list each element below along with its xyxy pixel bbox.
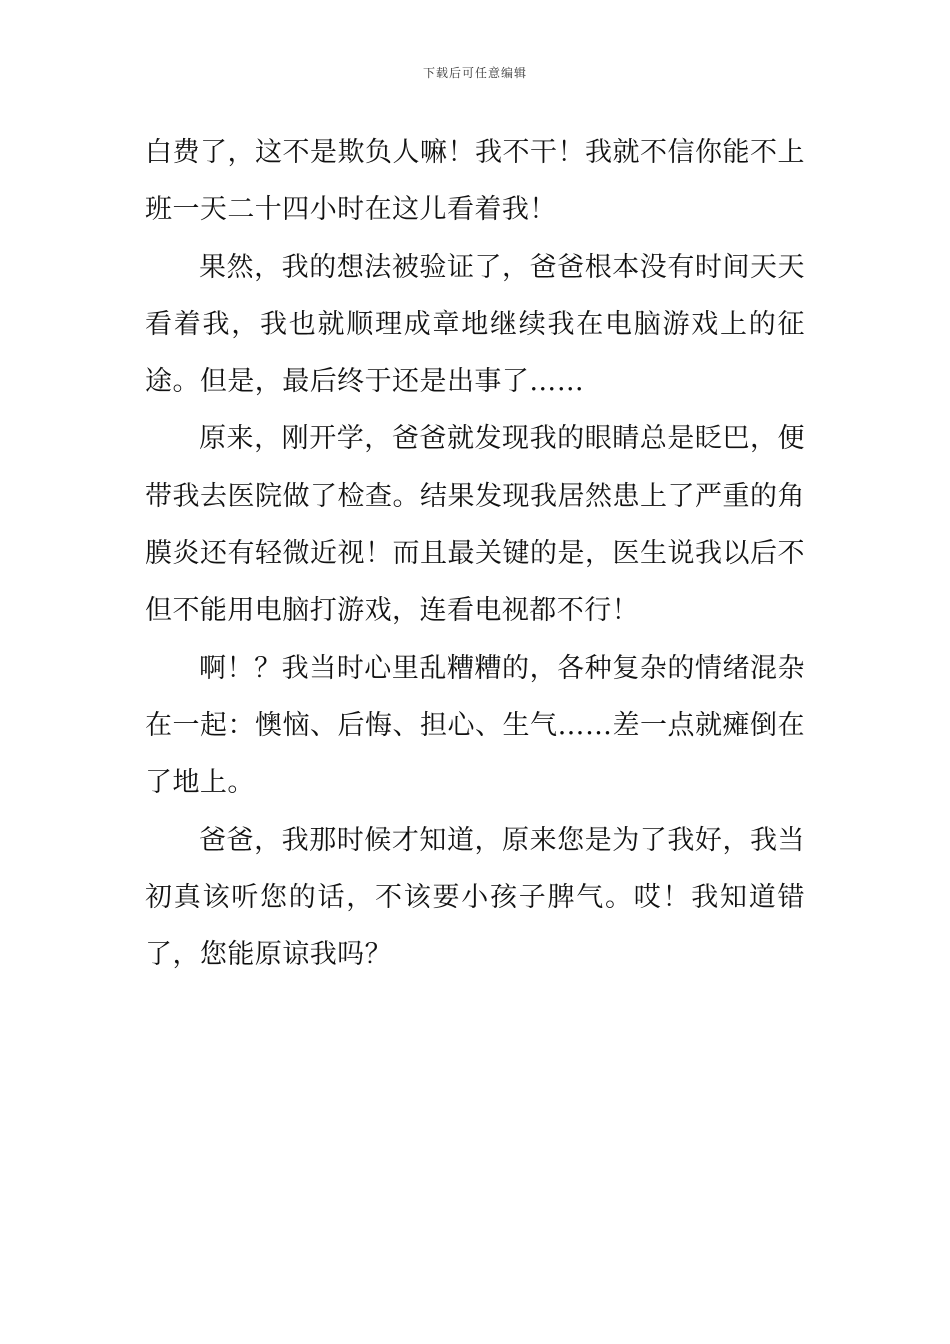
paragraph: 原来，刚开学，爸爸就发现我的眼睛总是眨巴，便带我去医院做了检查。结果发现我居然患上了严重的角膜炎还有轻微近视！而且最关键的是，医生说我以后不但不能用电脑打游戏，连看电视都不行！	[145, 423, 805, 627]
paragraph-continued: 白费了，这不是欺负人嘛！我不干！我就不信你能不上班一天二十四小时在这儿看着我！	[145, 137, 805, 226]
paragraph: 果然，我的想法被验证了，爸爸根本没有时间天天看着我，我也就顺理成章地继续我在电脑游戏上的征途。但是，最后终于还是出事了……	[145, 251, 805, 398]
paragraph: 啊！？我当时心里乱糟糟的，各种复杂的情绪混杂在一起：懊恼、后悔、担心、生气……差一点就瘫倒在了地上。	[145, 652, 805, 799]
page-header: 下载后可任意编辑	[422, 66, 527, 80]
document-body	[145, 124, 805, 983]
paragraph: 爸爸，我那时候才知道，原来您是为了我好，我当初真该听您的话，不该要小孩子脾气。哎！我知道错了，您能原谅我吗？	[145, 824, 805, 971]
